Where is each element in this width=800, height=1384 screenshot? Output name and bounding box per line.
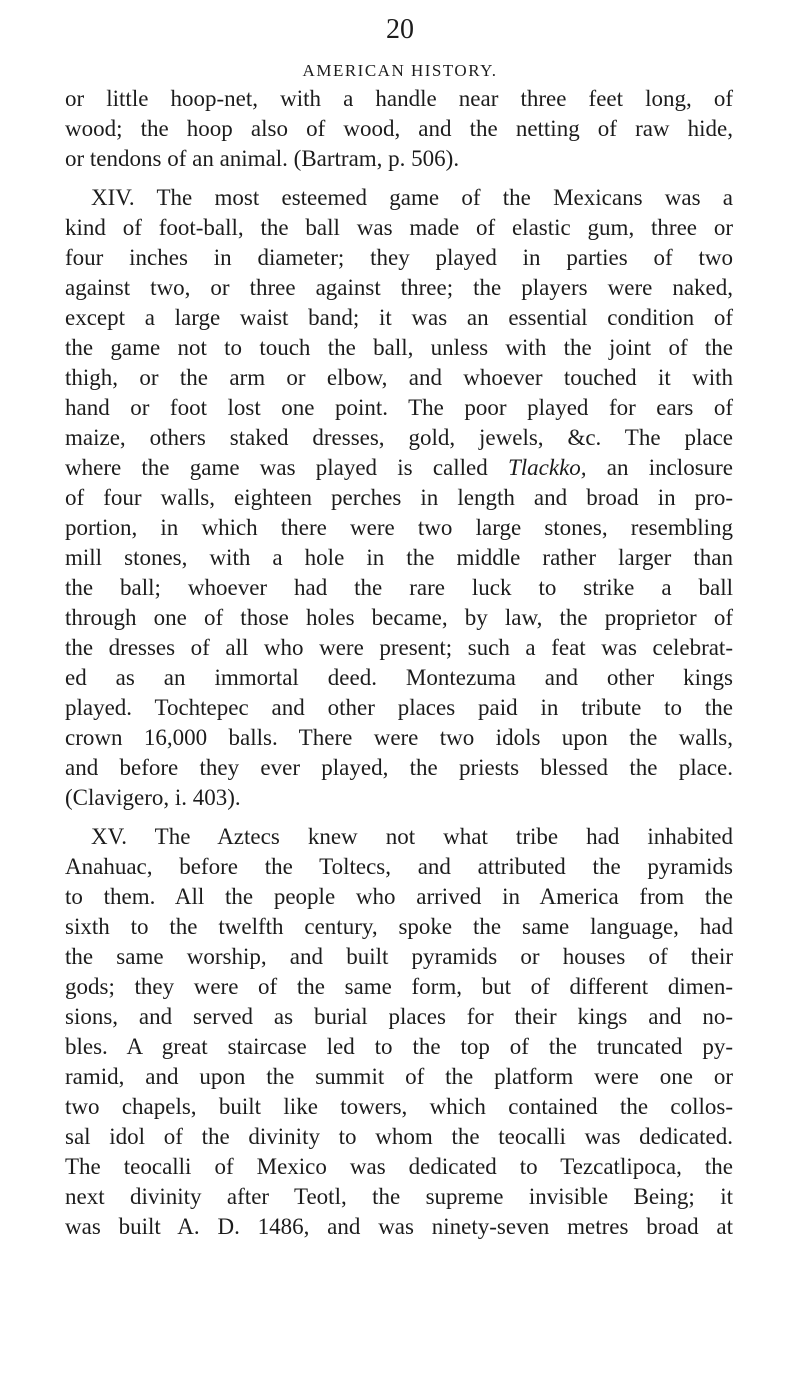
text-line: hand or foot lost one point. The poor played for ears of [65,395,733,420]
text-line: mill stones, with a hole in the middle rather larger than [65,545,733,570]
text-line: (Clavigero, i. 403). [65,785,241,810]
text-line: sions, and served as burial places for their kings and no- [65,1004,733,1029]
text-line: portion, in which there were two large stones, resembling [65,515,733,540]
text-line: to them. All the people who arrived in America from the [65,884,733,909]
text-line: or tendons of an animal. (Bartram, p. 506). [65,146,460,171]
text-line: Anahuac, before the Toltecs, and attributed the pyramids [65,854,733,879]
text-line: except a large waist band; it was an essential condition of [65,305,733,330]
text-line: the ball; whoever had the rare luck to strike a ball [65,575,733,600]
text-line: ed as an immortal deed. Montezuma and other kings [65,665,733,690]
text-line: thigh, or the arm or elbow, and whoever touched it with [65,365,733,390]
text-line: bles. A great staircase led to the top of the truncated py- [65,1034,733,1059]
text-line: XV. The Aztecs knew not what tribe had inhabited [91,824,733,849]
text-line: The teocalli of Mexico was dedicated to Tezcatlipoca, the [65,1154,733,1179]
text-line-mixed [65,453,733,483]
text-line: and before they ever played, the priests blessed the place. [65,755,733,780]
text-segment: where the game was played is called [65,455,488,480]
text-line: four inches in diameter; they played in parties of two [65,245,733,270]
text-line: crown 16,000 balls. There were two idols upon the walls, [65,725,733,750]
text-line: XIV. The most esteemed game of the Mexicans was a [91,185,733,210]
text-line: ramid, and upon the summit of the platform were one or [65,1064,733,1089]
text-line: the game not to touch the ball, unless with the joint of the [65,335,733,360]
text-line: or little hoop-net, with a handle near three feet long, of [65,86,733,111]
text-line: the dresses of all who were present; such a feat was celebrat- [65,635,733,660]
text-line: sixth to the twelfth century, spoke the same language, had [65,914,733,939]
running-head: AMERICAN HISTORY. [302,61,498,80]
text-line: next divinity after Teotl, the supreme invisible Being; it [65,1184,733,1209]
text-line: sal idol of the divinity to whom the teocalli was dedicated. [65,1124,733,1149]
text-line: kind of foot-ball, the ball was made of elastic gum, three or [65,215,733,240]
page-number: 20 [386,14,414,45]
text-line: maize, others staked dresses, gold, jewels, &c. The place [65,425,733,450]
text-line: gods; they were of the same form, but of different dimen- [65,974,733,999]
text-line: played. Tochtepec and other places paid in tribute to the [65,695,733,720]
text-line: through one of those holes became, by law, the proprietor of [65,605,733,630]
text-line: wood; the hoop also of wood, and the netting of raw hide, [65,116,733,141]
text-line: was built A. D. 1486, and was ninety-seven metres broad at [65,1214,733,1239]
text-segment: an inclosure [606,455,734,480]
italic-term: Tlackko, [507,455,587,480]
text-line: against two, or three against three; the players were naked, [65,275,733,300]
text-line: of four walls, eighteen perches in length and broad in pro- [65,485,733,510]
text-line: two chapels, built like towers, which contained the collos- [65,1094,733,1119]
text-line: the same worship, and built pyramids or houses of their [65,944,733,969]
